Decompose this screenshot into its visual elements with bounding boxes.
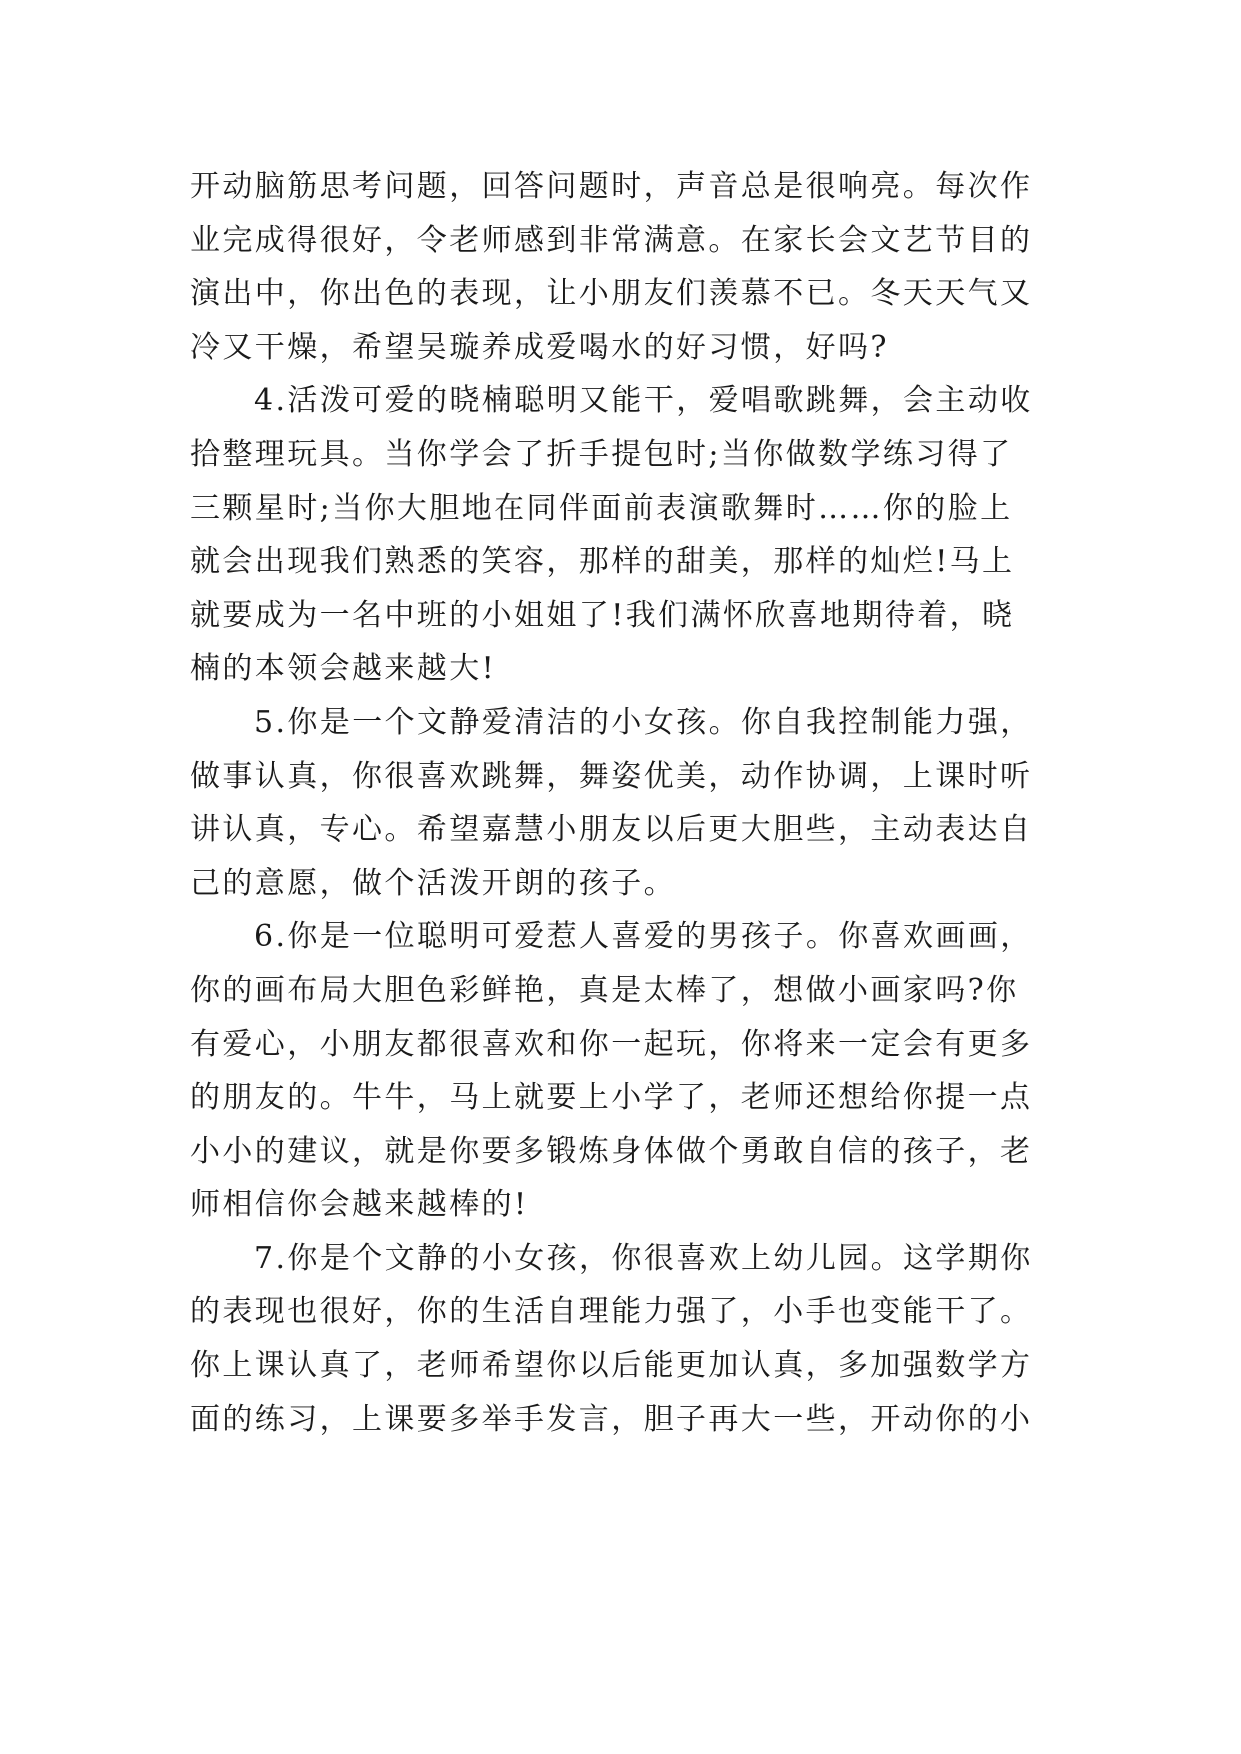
text-line: 三颗星时;当你大胆地在同伴面前表演歌舞时……你的脸上 [190, 490, 1013, 526]
text-line: 有爱心，小朋友都很喜欢和你一起玩，你将来一定会有更多 [190, 1026, 1033, 1062]
text-line: 面的练习，上课要多举手发言，胆子再大一些，开动你的小 [190, 1401, 1033, 1437]
text-line: 师相信你会越来越棒的! [190, 1187, 529, 1223]
paragraph-start-5: 5.你是一个文静爱清洁的小女孩。你自我控制能力强， [254, 704, 1033, 740]
text-line: 讲认真，专心。希望嘉慧小朋友以后更大胆些，主动表达自 [190, 812, 1033, 848]
text-line: 你上课认真了，老师希望你以后能更加认真，多加强数学方 [190, 1348, 1033, 1384]
text-line: 演出中，你出色的表现，让小朋友们羡慕不已。冬天天气又 [190, 276, 1033, 312]
text-line: 就会出现我们熟悉的笑容，那样的甜美，那样的灿烂!马上 [190, 544, 1015, 580]
text-line: 就要成为一名中班的小姐姐了!我们满怀欣喜地期待着，晓 [190, 597, 1015, 633]
text-line: 业完成得很好，令老师感到非常满意。在家长会文艺节目的 [190, 222, 1033, 258]
body-text [190, 160, 1070, 1446]
text-line: 己的意愿，做个活泼开朗的孩子。 [190, 865, 676, 901]
text-line: 做事认真，你很喜欢跳舞，舞姿优美，动作协调，上课时听 [190, 758, 1033, 794]
text-line: 的表现也很好，你的生活自理能力强了，小手也变能干了。 [190, 1294, 1033, 1330]
text-line: 小小的建议，就是你要多锻炼身体做个勇敢自信的孩子，老 [190, 1133, 1033, 1169]
paragraph-start-4: 4.活泼可爱的晓楠聪明又能干，爱唱歌跳舞，会主动收 [254, 383, 1033, 419]
text-line: 楠的本领会越来越大! [190, 651, 497, 687]
text-line: 冷又干燥，希望吴璇养成爱喝水的好习惯，好吗? [190, 329, 889, 365]
text-line: 的朋友的。牛牛，马上就要上小学了，老师还想给你提一点 [190, 1080, 1033, 1116]
text-line: 你的画布局大胆色彩鲜艳，真是太棒了，想做小画家吗?你 [190, 972, 1019, 1008]
paragraph-start-6: 6.你是一位聪明可爱惹人喜爱的男孩子。你喜欢画画， [254, 919, 1033, 955]
text-line: 开动脑筋思考问题，回答问题时，声音总是很响亮。每次作 [190, 169, 1033, 204]
text-line: 拾整理玩具。当你学会了折手提包时;当你做数学练习得了 [190, 436, 1013, 472]
paragraph-start-7: 7.你是个文静的小女孩，你很喜欢上幼儿园。这学期你 [254, 1240, 1033, 1276]
